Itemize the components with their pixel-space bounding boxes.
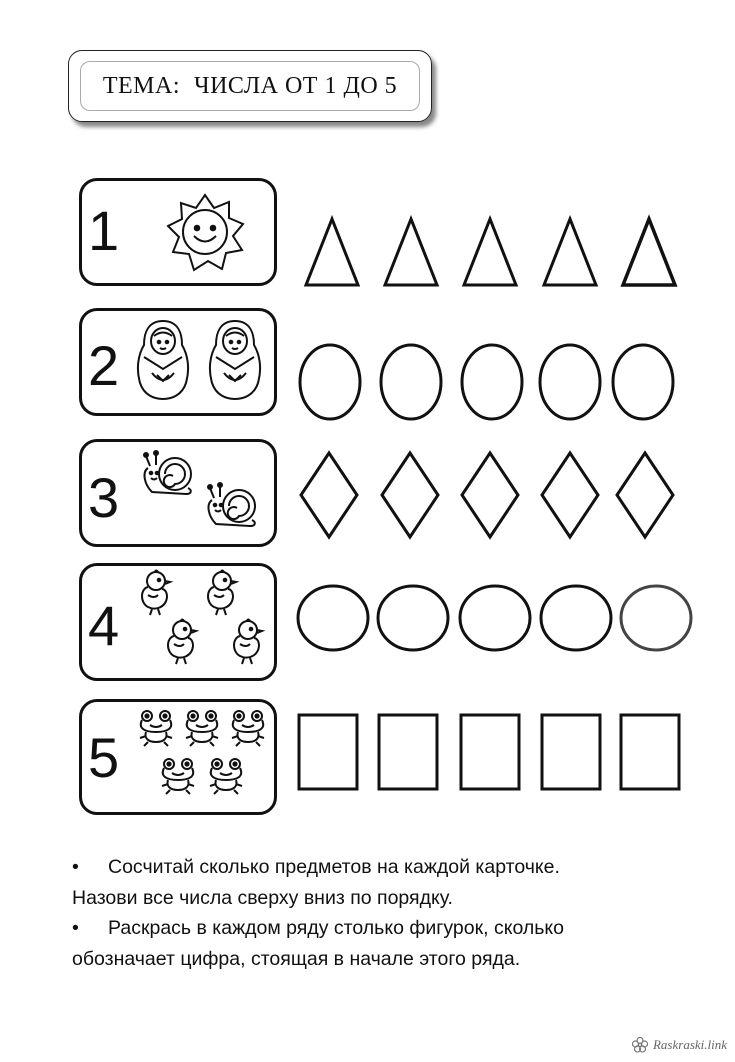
rectangle-shape[interactable] — [457, 711, 523, 793]
watermark-text: Raskraski.link — [652, 1037, 727, 1052]
triangle-shape[interactable] — [300, 211, 364, 289]
title-box — [68, 50, 432, 122]
triangle-shape[interactable] — [379, 211, 443, 289]
number-3: 3 — [88, 466, 120, 529]
frog-icon — [228, 708, 268, 748]
watermark — [631, 1036, 727, 1054]
sun-icon — [162, 189, 248, 275]
number-1: 1 — [88, 199, 120, 262]
triangle-shape[interactable] — [617, 211, 681, 289]
row-2 — [0, 308, 735, 418]
circle-shape[interactable] — [375, 583, 451, 653]
number-card-3 — [79, 439, 277, 547]
rhombus-shape[interactable] — [378, 449, 442, 541]
matryoshka-icon — [206, 317, 264, 401]
circle-shape[interactable] — [459, 342, 525, 422]
matryoshka-icon — [134, 317, 192, 401]
instruction-line-2: Назови все числа сверху вниз по порядку. — [72, 886, 453, 909]
rhombus-shape[interactable] — [538, 449, 602, 541]
flower-icon — [631, 1036, 649, 1054]
row-4 — [0, 563, 735, 683]
frog-icon — [158, 756, 198, 796]
number-card-5 — [79, 699, 277, 815]
instruction-line-1: • Сосчитай сколько предметов на каждой карточке. — [72, 852, 692, 883]
circle-shape[interactable] — [618, 583, 694, 653]
circle-shape[interactable] — [538, 583, 614, 653]
snail-icon — [202, 480, 260, 532]
title-inner — [80, 61, 420, 111]
row-1 — [0, 178, 735, 288]
circle-shape[interactable] — [537, 342, 603, 422]
instruction-line-3: • Раскрась в каждом ряду столько фигурок, сколько — [72, 913, 692, 944]
frog-icon — [206, 756, 246, 796]
rhombus-shape[interactable] — [613, 449, 677, 541]
instructions — [72, 852, 692, 974]
rectangle-shape[interactable] — [617, 711, 683, 793]
triangle-shape[interactable] — [538, 211, 602, 289]
circle-shape[interactable] — [295, 583, 371, 653]
triangle-shape[interactable] — [458, 211, 522, 289]
row-5 — [0, 699, 735, 817]
number-card-4 — [79, 563, 277, 681]
circle-shape[interactable] — [610, 342, 676, 422]
frog-icon — [136, 708, 176, 748]
bullet: • — [72, 856, 79, 878]
circle-shape[interactable] — [297, 342, 363, 422]
bullet: • — [72, 917, 79, 939]
title-text: ЧИСЛА ОТ 1 ДО 5 — [194, 72, 398, 99]
rectangle-shape[interactable] — [375, 711, 441, 793]
rhombus-shape[interactable] — [297, 449, 361, 541]
number-card-2 — [79, 308, 277, 416]
chick-icon — [162, 618, 200, 666]
number-4: 4 — [88, 594, 120, 657]
number-5: 5 — [88, 726, 120, 789]
number-card-1 — [79, 178, 277, 286]
rhombus-shape[interactable] — [458, 449, 522, 541]
row-3 — [0, 439, 735, 549]
chick-icon — [228, 618, 266, 666]
circle-shape[interactable] — [378, 342, 444, 422]
rectangle-shape[interactable] — [538, 711, 604, 793]
number-2: 2 — [88, 334, 120, 397]
title-label: ТЕМА: — [102, 72, 180, 99]
frog-icon — [182, 708, 222, 748]
snail-icon — [138, 448, 196, 500]
chick-icon — [202, 569, 240, 617]
instruction-line-4: обозначает цифра, стоящая в начале этого ряда. — [72, 947, 521, 970]
chick-icon — [136, 569, 174, 617]
circle-shape[interactable] — [457, 583, 533, 653]
rectangle-shape[interactable] — [295, 711, 361, 793]
